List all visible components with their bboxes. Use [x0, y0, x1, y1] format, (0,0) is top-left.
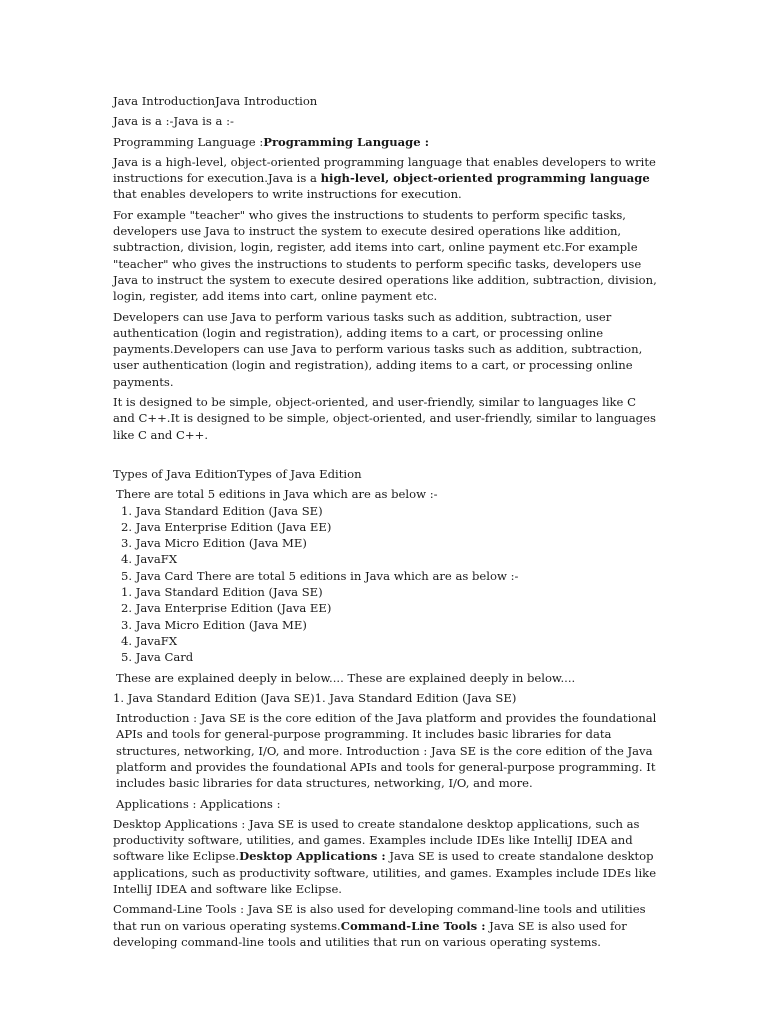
edition-list-item: 2. Java Enterprise Edition (Java EE)	[121, 601, 332, 616]
pl-bold: Programming Language :	[263, 134, 429, 149]
edition-list-item: 4. JavaFX	[121, 552, 178, 567]
p1-text-a: Java is a high-level, object-oriented programming language that enables developers to write instructions for execution.Java is a	[113, 154, 656, 186]
edition-list-item: 1. Java Standard Edition (Java SE)	[121, 585, 323, 600]
edition-list-item: 5. Java Card There are total 5 editions in Java which are as below :-	[121, 568, 519, 583]
document-page	[113, 93, 658, 954]
section-gap	[113, 447, 658, 466]
java-is-a-line: Java is a :-Java is a :-	[113, 114, 234, 129]
cli-text-b: Java SE is also used for developing command-line tools and utilities that run on various operating systems.	[113, 918, 627, 949]
edition-list-item: 1. Java Standard Edition (Java SE)	[121, 503, 323, 518]
doc-title: Java IntroductionJava Introduction	[113, 94, 318, 108]
developers-tasks-paragraph: Developers can use Java to perform various tasks such as addition, subtraction, user authentication (login and registration), adding items to a cart, or processing online payments.Developers can use Java to perform various tasks such as addition, subtraction, user authentication (login and registration), adding items to a cart, or processing online payments.	[113, 309, 643, 389]
design-paragraph: It is designed to be simple, object-oriented, and user-friendly, similar to languages like C and C++.It is designed to be simple, object-oriented, and user-friendly, similar to languages like C and C++.	[113, 395, 656, 442]
editions-intro: There are total 5 editions in Java which are as below :-	[116, 487, 438, 502]
desktop-text-a: Desktop Applications : Java SE is used to create standalone desktop applications, such as productivity software, utilities, and games. Examples include IDEs like IntelliJ IDEA and software like Eclipse.	[113, 816, 640, 864]
edition-list-item: 4. JavaFX	[121, 633, 178, 648]
p1-bold: high-level, object-oriented programming language	[320, 171, 650, 186]
java-se-intro-paragraph: Introduction : Java SE is the core edition of the Java platform and provides the foundational APIs and tools for general-purpose programming. It includes basic libraries for data structures, networking, I/O, and more. Introduction : Java SE is the core edition of the Java platform and provides the foundational APIs and tools for general-purpose programming. It includes basic libraries for data structures, networking, I/O, and more.	[116, 711, 657, 791]
applications-line: Applications : Applications :	[116, 796, 281, 811]
p1-text-b: that enables developers to write instructions for execution.	[113, 187, 462, 202]
edition-list-item: 2. Java Enterprise Edition (Java EE)	[121, 519, 332, 534]
command-line-tools-paragraph	[113, 901, 658, 950]
cli-bold: Command-Line Tools :	[340, 918, 486, 933]
pl-plain: Programming Language :	[113, 134, 264, 149]
programming-language-line	[113, 134, 658, 150]
edition-list-item: 5. Java Card	[121, 650, 194, 665]
desktop-applications-paragraph	[113, 816, 658, 897]
java-se-heading: 1. Java Standard Edition (Java SE)1. Java Standard Edition (Java SE)	[113, 690, 517, 705]
types-heading: Types of Java EditionTypes of Java Edition	[113, 466, 362, 481]
desktop-text-b: Java SE is used to create standalone desktop applications, such as productivity software, utilities, and games. Examples include IDEs like IntelliJ IDEA and software like Eclipse.	[113, 849, 657, 897]
edition-list-item: 3. Java Micro Edition (Java ME)	[121, 536, 307, 551]
teacher-example-paragraph: For example "teacher" who gives the instructions to students to perform specific tasks, developers use Java to instruct the system to execute desired operations like addition, subtraction, division, login, register, add items into cart, online payment etc.For example "teacher" who gives the instructions to students to perform specific tasks, developers use Java to instruct the system to execute desired operations like addition, subtraction, division, login, register, add items into cart, online payment etc.	[113, 207, 657, 304]
explained-line: These are explained deeply in below.... These are explained deeply in below....	[116, 670, 576, 685]
desktop-bold: Desktop Applications :	[239, 849, 386, 864]
cli-text-a: Command-Line Tools : Java SE is also used for developing command-line tools and utilities that run on various operating systems.	[113, 902, 646, 933]
java-definition-paragraph	[113, 154, 658, 203]
edition-list-item: 3. Java Micro Edition (Java ME)	[121, 617, 307, 632]
